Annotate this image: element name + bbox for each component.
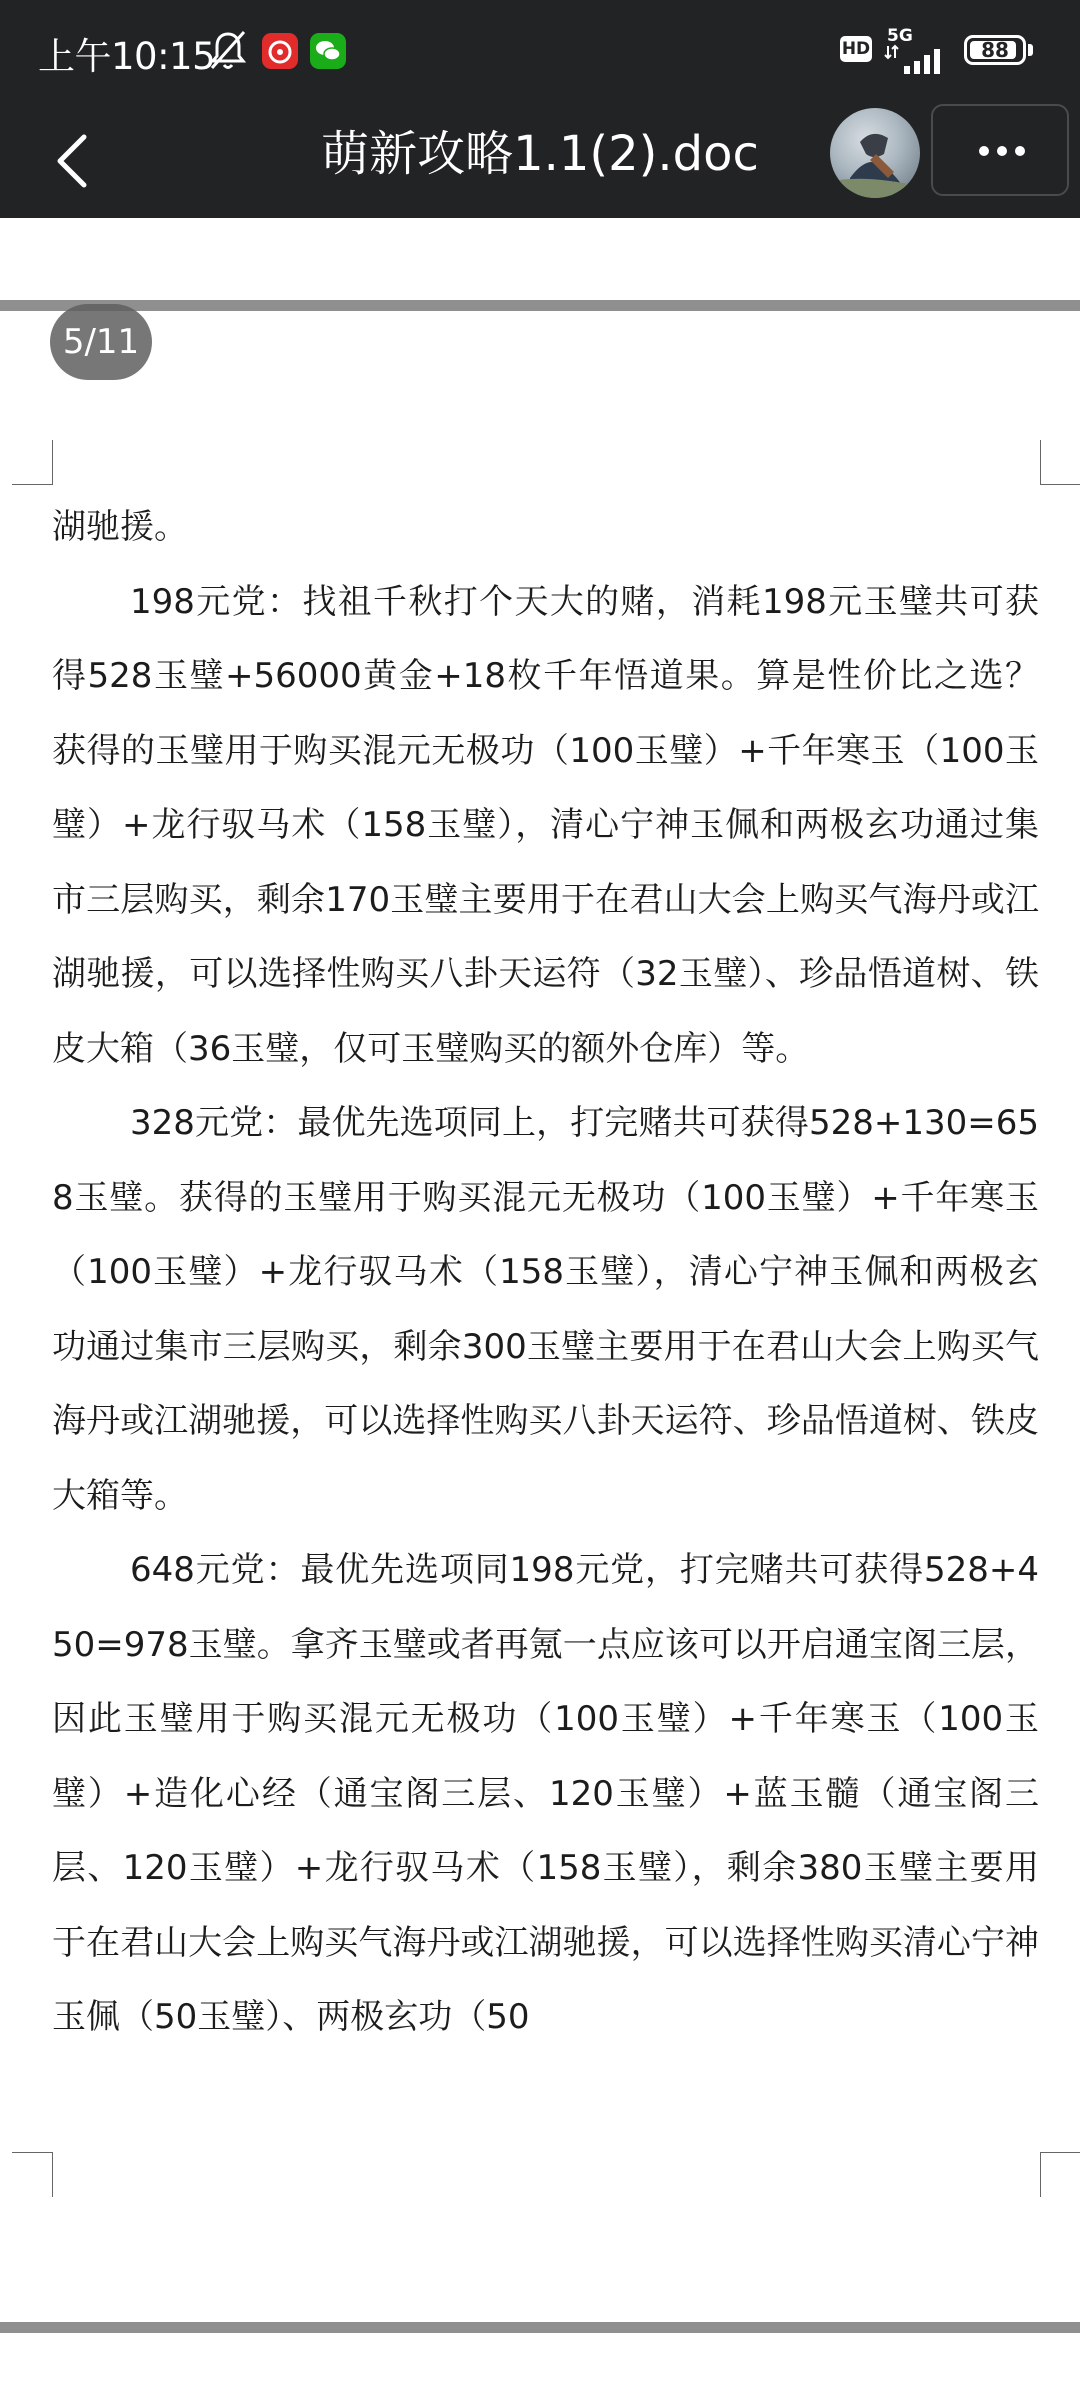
wechat-icon (310, 33, 346, 69)
status-time: 上午10:15 (38, 35, 216, 78)
signal-icon (884, 44, 956, 74)
status-bar (0, 0, 1080, 104)
mute-icon (208, 28, 248, 72)
document-body (52, 490, 1039, 2055)
battery-icon (964, 35, 1026, 65)
page-corner-mark (1040, 2152, 1080, 2197)
network-type: 5G (887, 26, 913, 46)
battery-tip (1028, 44, 1033, 56)
page-corner-mark (1040, 440, 1080, 485)
top-bar (0, 0, 1080, 218)
document-title: 萌新攻略1.1(2).doc (321, 126, 759, 182)
paragraph: 328元党：最优先选项同上，打完赌共可获得528+130=658玉璧。获得的玉璧用于购买混元无极功（100玉璧）+千年寒玉（100玉璧）+龙行驭马术（158玉璧），清心宁神玉佩和两极玄功通过集市三层购买，剩余300玉璧主要用于在君山大会上购买气海丹或江湖驰援，可以选择性购买八卦天运符、珍品悟道树、铁皮大箱等。 (52, 1103, 1039, 1516)
more-options-button[interactable] (931, 104, 1069, 196)
paragraph: 648元党：最优先选项同198元党，打完赌共可获得528+450=978玉璧。拿齐玉璧或者再氪一点应该可以开启通宝阁三层，因此玉璧用于购买混元无极功（100玉璧）+千年寒玉（100玉璧）+造化心经（通宝阁三层、120玉璧）+蓝玉髓（通宝阁三层、120玉璧）+龙行驭马术（158玉璧），剩余380玉璧主要用于在君山大会上购买气海丹或江湖驰援，可以选择性购买清心宁神玉佩（50玉璧）、两极玄功（50 (52, 1550, 1039, 2037)
paragraph: 198元党：找祖千秋打个天大的赌，消耗198元玉璧共可获得528玉璧+56000黄金+18枚千年悟道果。算是性价比之选？获得的玉璧用于购买混元无极功（100玉璧）+千年寒玉（100玉璧）+龙行驭马术（158玉璧），清心宁神玉佩和两极玄功通过集市三层购买，剩余170玉璧主要用于在君山大会上购买气海丹或江湖驰援，可以选择性购买八卦天运符（32玉璧）、珍品悟道树、铁皮大箱（36玉璧，仅可玉璧购买的额外仓库）等。 (52, 581, 1039, 1069)
netease-music-icon (262, 33, 298, 69)
document-viewer[interactable] (0, 218, 1080, 2400)
app-header (0, 104, 1080, 218)
page-corner-mark (12, 440, 53, 485)
avatar[interactable] (830, 108, 920, 198)
battery-level: 88 (981, 38, 1009, 62)
paragraph: 湖驰援。 (52, 507, 188, 547)
page-corner-mark (12, 2152, 53, 2197)
page-separator-top (0, 300, 1080, 311)
hd-badge: HD (840, 36, 872, 62)
back-button[interactable] (40, 119, 110, 203)
back-arrow-icon (40, 119, 110, 203)
page-separator-bottom (0, 2322, 1080, 2333)
page-indicator: 5/11 (50, 304, 152, 380)
